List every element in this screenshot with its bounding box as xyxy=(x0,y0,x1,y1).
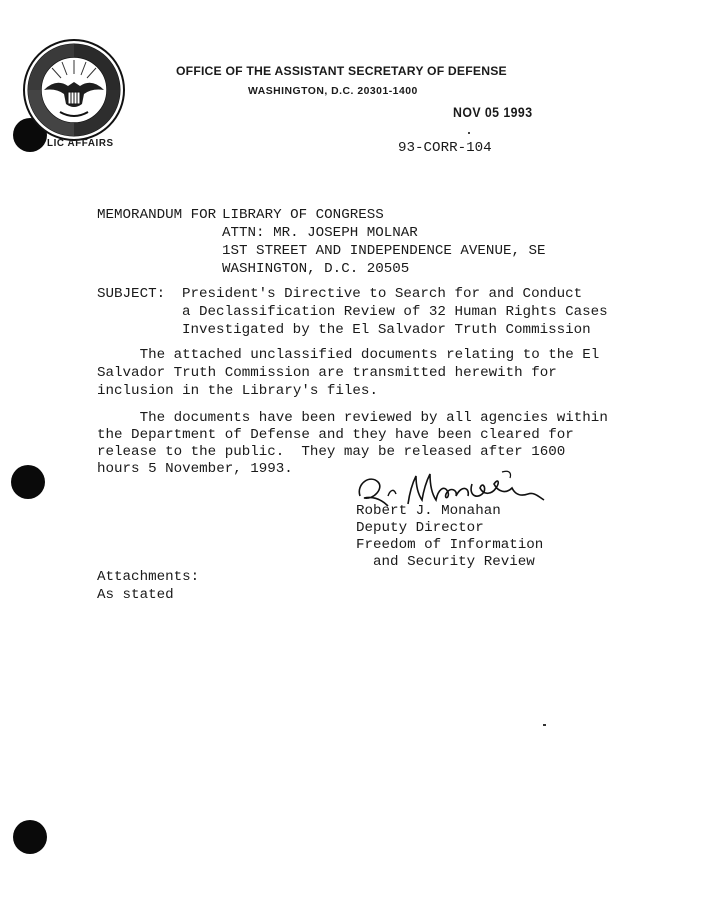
recipient-line: WASHINGTON, D.C. 20505 xyxy=(222,261,410,277)
body-paragraph-line: release to the public. They may be released after 1600 xyxy=(97,444,566,460)
signer-name: Robert J. Monahan xyxy=(356,503,501,519)
punch-hole-bottom xyxy=(13,820,47,854)
scan-speck xyxy=(468,132,470,134)
recipient-line: 1ST STREET AND INDEPENDENCE AVENUE, SE xyxy=(222,243,546,259)
memorandum-for-label: MEMORANDUM FOR xyxy=(97,207,217,223)
recipient-line: ATTN: MR. JOSEPH MOLNAR xyxy=(222,225,418,241)
office-heading: OFFICE OF THE ASSISTANT SECRETARY OF DEFENSE xyxy=(176,64,507,78)
reference-number: 93-CORR-104 xyxy=(398,140,492,156)
subject-line: Investigated by the El Salvador Truth Commission xyxy=(182,322,591,338)
subject-label: SUBJECT: xyxy=(97,286,166,302)
body-paragraph-line: The documents have been reviewed by all agencies within xyxy=(97,410,608,426)
dod-seal-icon xyxy=(22,38,126,142)
office-address: WASHINGTON, D.C. 20301-1400 xyxy=(248,86,418,97)
recipient-line: LIBRARY OF CONGRESS xyxy=(222,207,384,223)
signer-title: and Security Review xyxy=(356,554,535,570)
signer-title: Freedom of Information xyxy=(356,537,544,553)
body-paragraph-line: inclusion in the Library's files. xyxy=(97,383,378,399)
attachments-label: Attachments: xyxy=(97,569,200,585)
attachments-value: As stated xyxy=(97,587,174,603)
date-stamp: NOV 05 1993 xyxy=(453,104,533,120)
body-paragraph-line: hours 5 November, 1993. xyxy=(97,461,293,477)
body-paragraph-line: Salvador Truth Commission are transmitted herewith for xyxy=(97,365,557,381)
department-fragment: LIC AFFAIRS xyxy=(47,138,114,149)
signer-title: Deputy Director xyxy=(356,520,484,536)
subject-line: President's Directive to Search for and Conduct xyxy=(182,286,583,302)
punch-hole-middle xyxy=(11,465,45,499)
body-paragraph-line: the Department of Defense and they have been cleared for xyxy=(97,427,574,443)
subject-line: a Declassification Review of 32 Human Rights Cases xyxy=(182,304,608,320)
scan-speck xyxy=(543,724,546,726)
body-paragraph-line: The attached unclassified documents relating to the El xyxy=(97,347,600,363)
